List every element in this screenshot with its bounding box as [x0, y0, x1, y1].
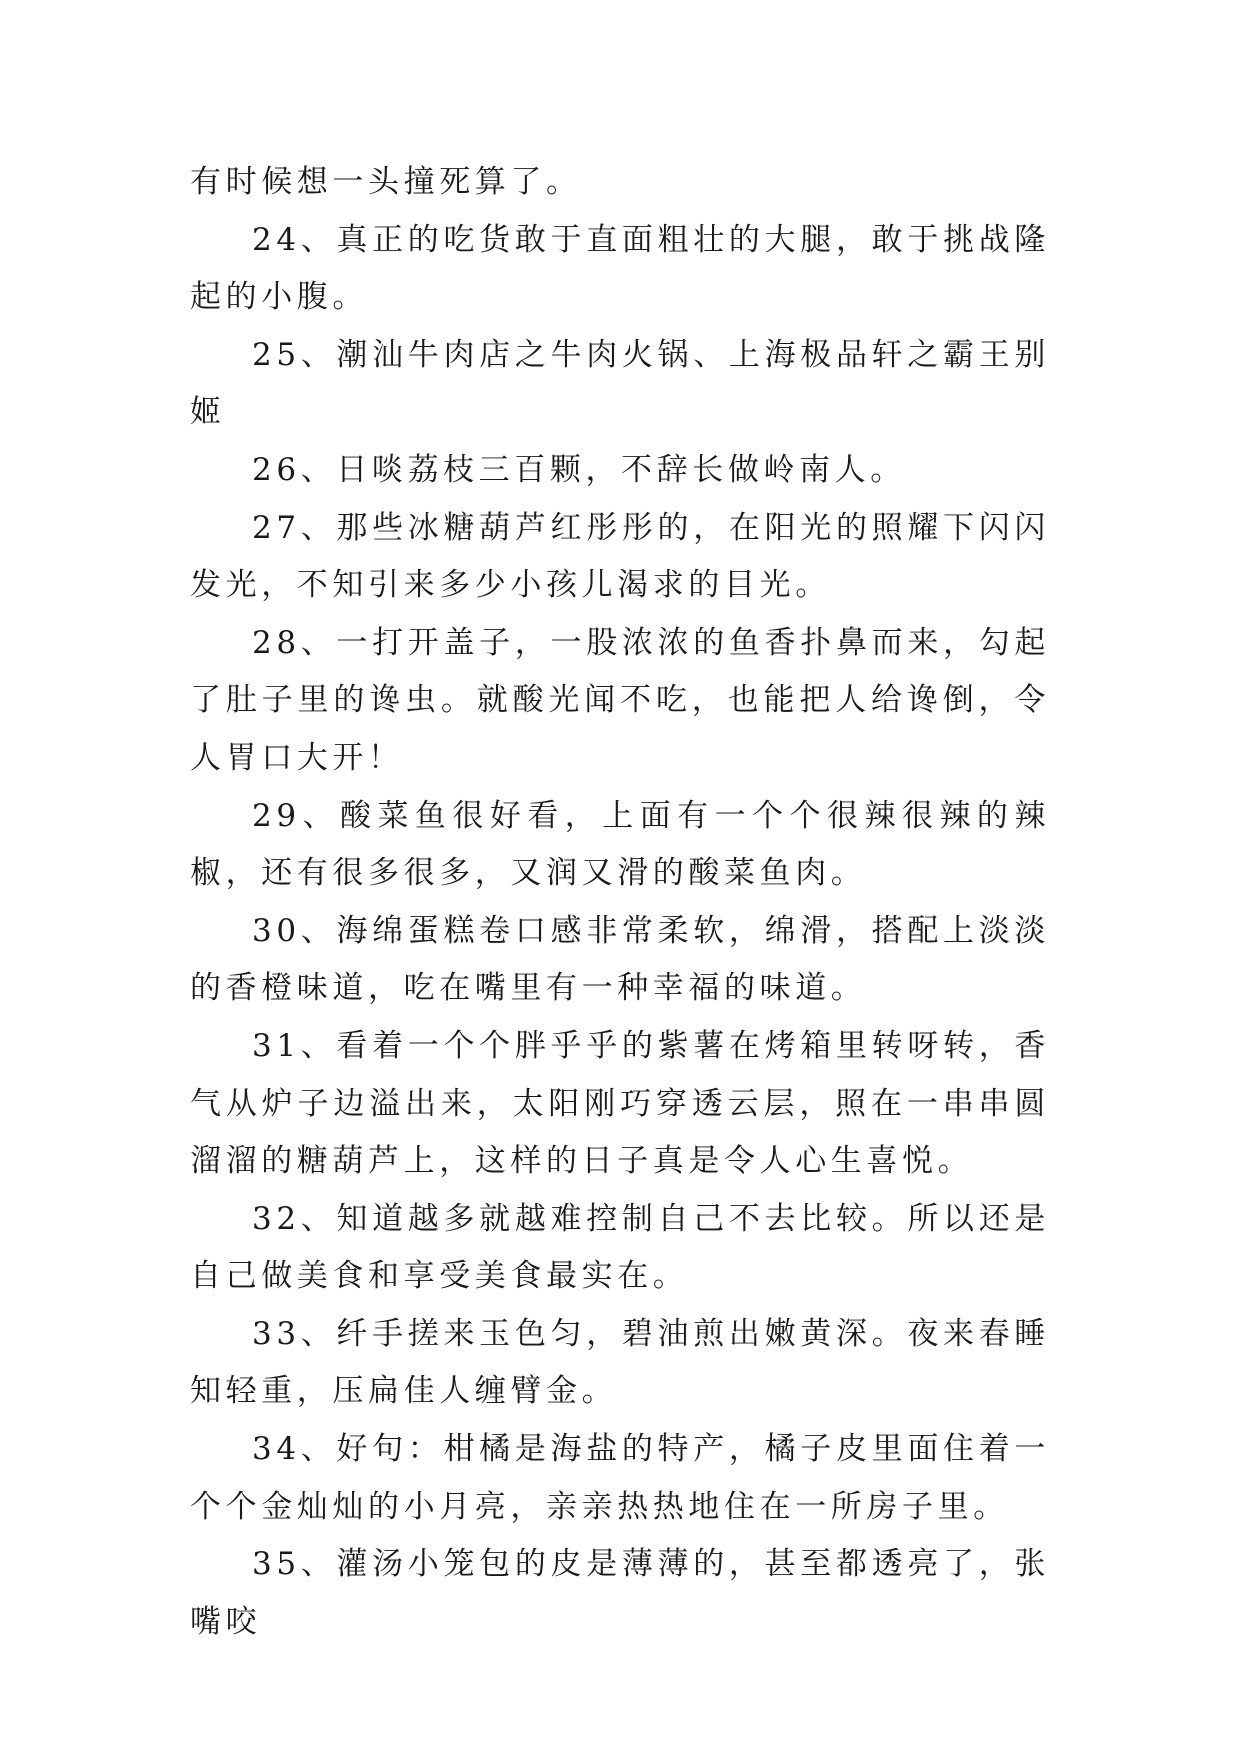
paragraph-item-25: 25、潮汕牛肉店之牛肉火锅、上海极品轩之霸王别姬: [190, 336, 1050, 431]
paragraph-item-27: 27、那些冰糖葫芦红彤彤的，在阳光的照耀下闪闪发光，不知引来多少小孩儿渴求的目光。: [190, 509, 1050, 604]
document-body: [190, 154, 1050, 1651]
paragraph-item-30: 30、海绵蛋糕卷口感非常柔软，绵滑，搭配上淡淡的香橙味道，吃在嘴里有一种幸福的味道。: [190, 912, 1050, 1007]
paragraph-item-32: 32、知道越多就越难控制自己不去比较。所以还是自己做美食和享受美食最实在。: [190, 1200, 1050, 1295]
paragraph-item-29: 29、酸菜鱼很好看，上面有一个个很辣很辣的辣椒，还有很多很多，又润又滑的酸菜鱼肉。: [190, 797, 1050, 892]
paragraph-item-26: 26、日啖荔枝三百颗，不辞长做岭南人。: [252, 451, 906, 488]
paragraph-item-31: 31、看着一个个胖乎乎的紫薯在烤箱里转呀转，香气从炉子边溢出来，太阳刚巧穿透云层，照在一串串圆溜溜的糖葫芦上，这样的日子真是令人心生喜悦。: [190, 1027, 1050, 1180]
paragraph-item-35: 35、灌汤小笼包的皮是薄薄的，甚至都透亮了，张嘴咬: [190, 1546, 1050, 1640]
paragraph-item-28: 28、一打开盖子，一股浓浓的鱼香扑鼻而来，勾起了肚子里的谗虫。就酸光闻不吃，也能把人给谗倒，令人胃口大开！: [190, 624, 1050, 776]
paragraph-continuation: 有时候想一头撞死算了。: [190, 164, 582, 200]
paragraph-item-34: 34、好句：柑橘是海盐的特产，橘子皮里面住着一个个金灿灿的小月亮，亲亲热热地住在一所房子里。: [190, 1431, 1050, 1525]
paragraph-item-24: 24、真正的吃货敢于直面粗壮的大腿，敢于挑战隆起的小腹。: [190, 221, 1050, 316]
paragraph-item-33: 33、纤手搓来玉色匀，碧油煎出嫩黄深。夜来春睡知轻重，压扁佳人缠臂金。: [190, 1315, 1050, 1410]
